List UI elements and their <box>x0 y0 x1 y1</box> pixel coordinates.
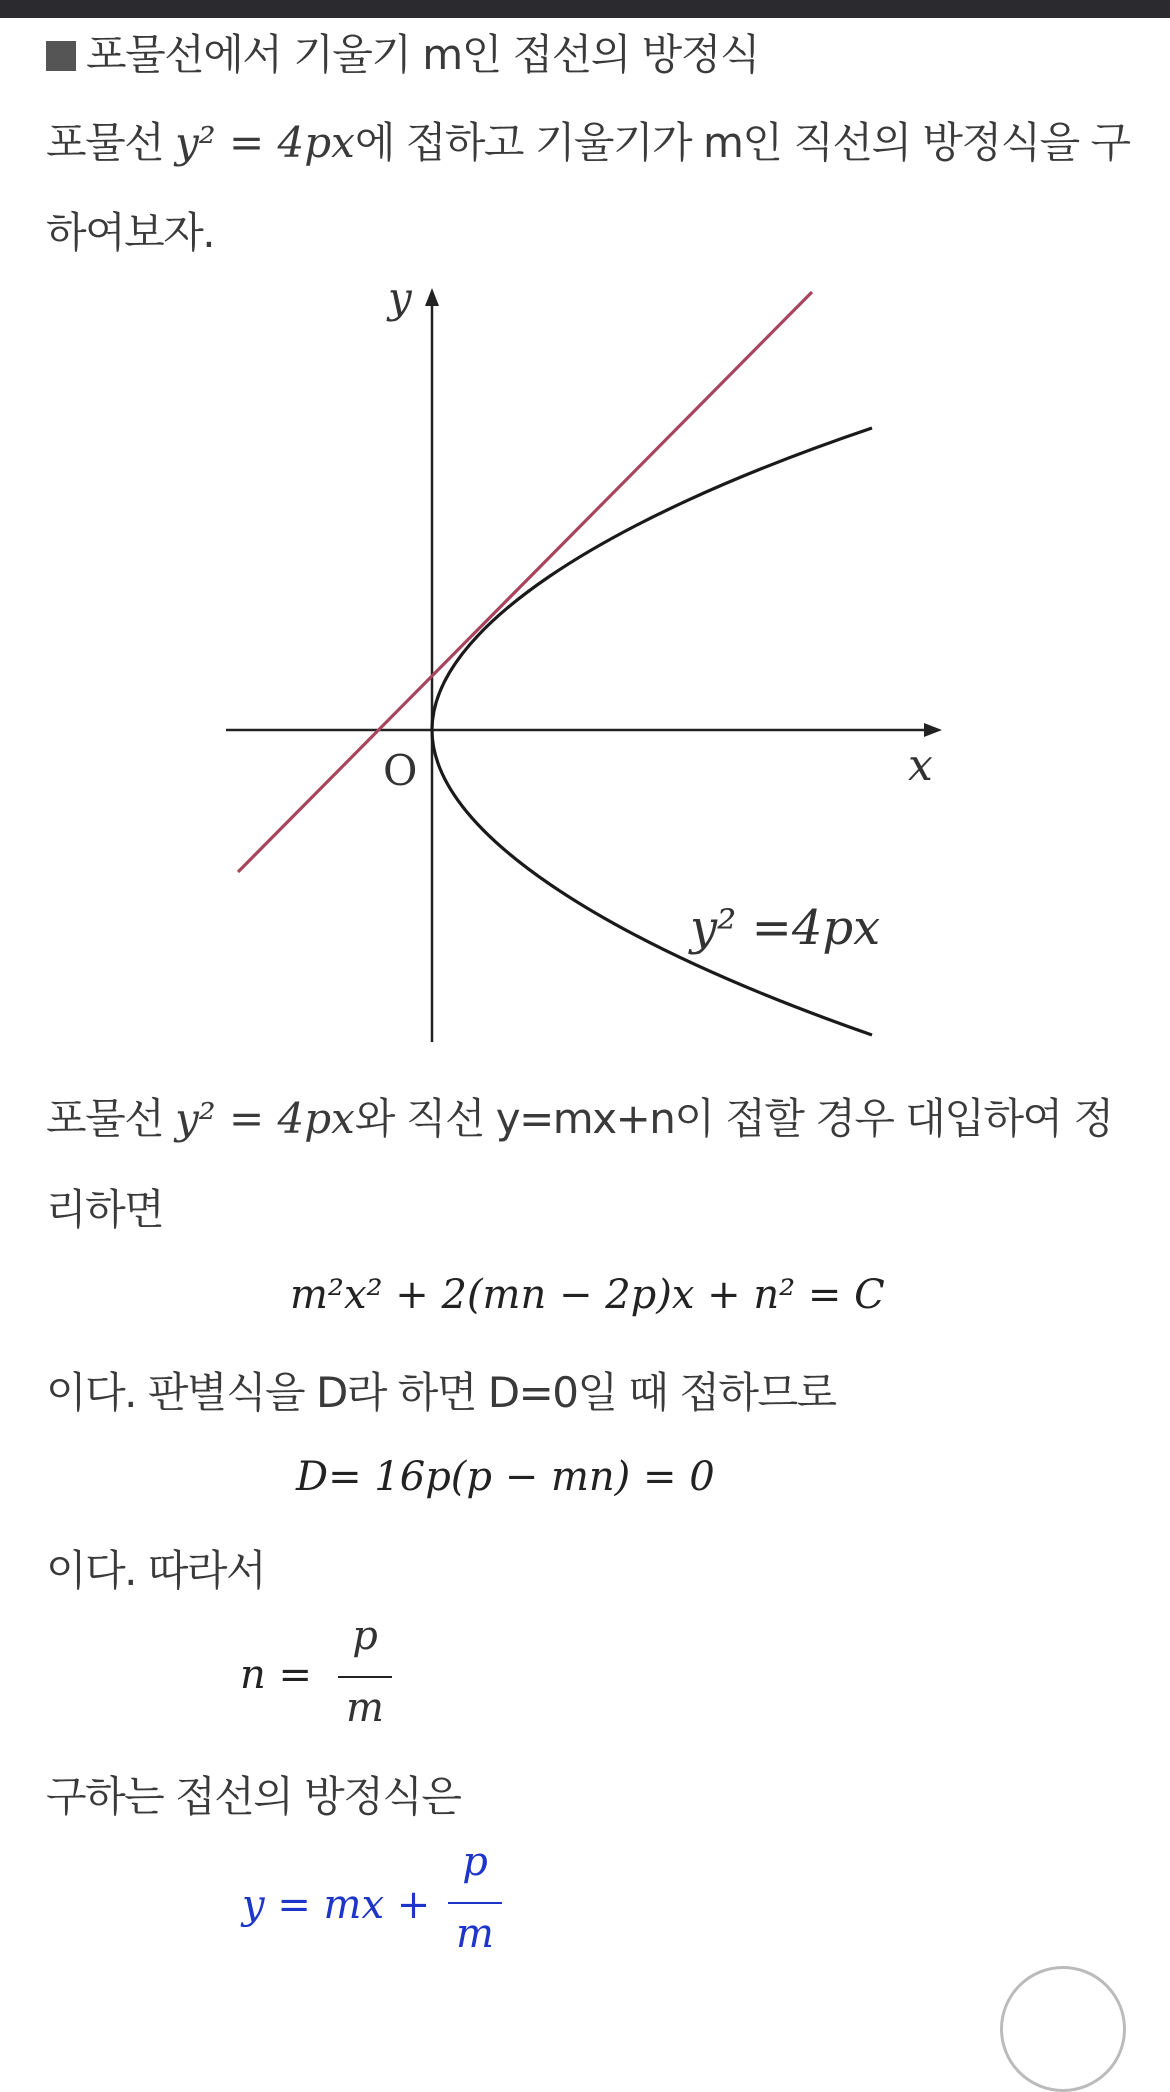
substitute-post: 와 직선 y=mx+n이 접할 경우 대입하여 정 <box>354 1094 1113 1143</box>
intro-post: 에 접하고 기울기가 m인 직선의 방정식을 구 <box>354 118 1130 167</box>
square-bullet-icon <box>46 41 76 71</box>
substitute-line-2: 리하면 <box>46 1185 164 1234</box>
intro-line-2: 하여보자. <box>46 208 215 257</box>
x-axis-label: x <box>908 740 933 791</box>
discriminant-text: 이다. 판별식을 D라 하면 D=0일 때 접하므로 <box>46 1368 836 1417</box>
substitute-pre: 포물선 <box>46 1094 176 1143</box>
floating-button-edge[interactable] <box>1000 1966 1126 2092</box>
tangent-equation-denominator: m <box>456 1911 494 1957</box>
intro-pre: 포물선 <box>46 118 176 167</box>
heading-text: 포물선에서 기울기 m인 접선의 방정식 <box>86 30 759 79</box>
y-axis-arrow-icon <box>425 288 439 306</box>
tangent-line <box>238 292 812 872</box>
discriminant-equation: D= 16p(p − mn) = 0 <box>296 1454 715 1500</box>
origin-label: O <box>383 746 418 795</box>
parabola-figure <box>0 270 1170 1070</box>
tangent-fraction-bar <box>448 1902 502 1904</box>
n-equation-numerator: p <box>352 1613 378 1659</box>
section-heading <box>46 30 759 80</box>
top-bar <box>0 0 1170 18</box>
n-equation-denominator: m <box>346 1685 384 1731</box>
intro-equation: y² = 4px <box>175 118 355 167</box>
y-axis-label: y <box>388 273 412 322</box>
x-axis-arrow-icon <box>924 723 942 737</box>
intro-line-1 <box>46 118 1130 168</box>
quadratic-equation: m²x² + 2(mn − 2p)x + n² = C <box>290 1272 885 1318</box>
therefore-text: 이다. 따라서 <box>46 1546 266 1595</box>
n-fraction-bar <box>338 1676 392 1678</box>
result-text: 구하는 접선의 방정식은 <box>46 1772 461 1821</box>
n-equation-lhs: n = <box>240 1652 312 1698</box>
tangent-equation-numerator: p <box>462 1839 488 1885</box>
substitute-equation: y² = 4px <box>175 1094 355 1143</box>
curve-label: y² =4px <box>690 900 881 956</box>
tangent-equation-lhs: y = mx + <box>242 1882 431 1928</box>
substitute-line-1 <box>46 1094 1113 1144</box>
